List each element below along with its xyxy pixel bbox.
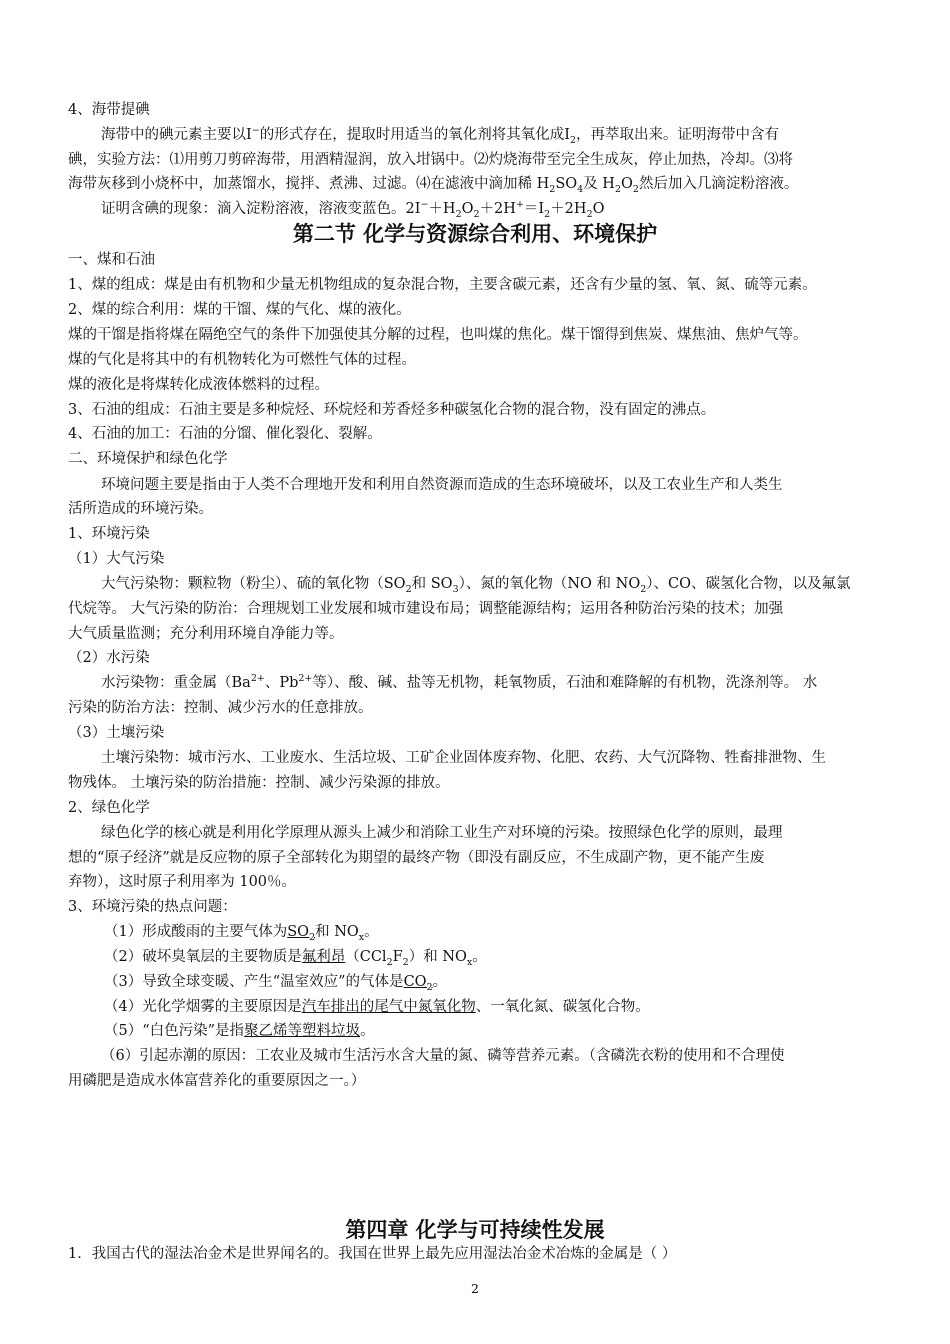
question-line: 1．我国古代的湿法冶金术是世界闻名的。我国在世界上最先应用湿法冶金术冶炼的金属是（ ） [68,1246,677,1262]
subheading-pollution: 1、环境污染 [68,526,150,542]
paragraph-line: 煤的气化是将其中的有机物转化为可燃性气体的过程。 [68,352,416,368]
paragraph-line: 煤的干馏是指将煤在隔绝空气的条件下加强使其分解的过程，也叫煤的焦化。煤干馏得到焦炭、煤焦油、焦炉气等。 [68,327,808,343]
paragraph-line: 土壤污染物：城市污水、工业废水、生活垃圾、工矿企业固体废弃物、化肥、农药、大气沉降物、牲畜排泄物、生 [101,750,826,766]
paragraph-line: 2、煤的综合利用：煤的干馏、煤的气化、煤的液化。 [68,302,411,318]
paragraph-line: 水污染物：重金属（$Ba^{2+}$、$Pb^{2+}$等）、酸、碱、盐等无机物，耗氧物质，石油和难降解的有机物，洗涤剂等。 水 [101,673,818,691]
list-item: （4）光化学烟雾的主要原因是汽车排出的尾气中氮氧化物、一氧化氮、碳氢化合物。 [104,999,650,1015]
subheading-environment: 二、环境保护和绿色化学 [68,451,228,467]
paragraph-line: 碘，实验方法：⑴用剪刀剪碎海带，用酒精湿润，放入坩锅中。⑵灼烧海带至完全生成灰，停止加热，冷却。⑶将 [68,152,793,168]
subheading-air: （1）大气污染 [68,551,165,567]
paragraph-line: 煤的液化是将煤转化成液体燃料的过程。 [68,377,329,393]
paragraph-line: 1、煤的组成：煤是由有机物和少量无机物组成的复杂混合物，主要含碳元素，还含有少量的氢、氧、氮、硫等元素。 [68,277,817,293]
chapter-title: 第四章 化学与可持续性发展 [345,1218,605,1242]
paragraph-line: 污染的防治方法：控制、减少污水的任意排放。 [68,700,373,716]
paragraph-line: 绿色化学的核心就是利用化学原理从源头上减少和消除工业生产对环境的污染。按照绿色化学的原则，最理 [101,825,783,841]
paragraph-line: 大气污染物：颗粒物（粉尘）、硫的氧化物（$SO_2$和 $SO_3$）、氮的氧化物（NO 和 $NO_2$）、CO、碳氢化合物，以及氟氯 [101,576,851,595]
iodine-equation-line: 证明含碘的现象：滴入淀粉溶液，溶液变蓝色。$2I^-+H_2O_2+2H^+=I_2+2H_2O$ [101,199,605,220]
subheading-water: （2）水污染 [68,650,150,666]
list-item: （1）形成酸雨的主要气体为$SO_2$和 $NO_x$。 [104,924,379,943]
paragraph-line: 4、石油的加工：石油的分馏、催化裂化、裂解。 [68,426,382,442]
list-item: （2）破坏臭氧层的主要物质是氟利昂$(CCl_2F_2)$和 $NO_x$。 [104,949,487,968]
paragraph-line: 用磷肥是造成水体富营养化的重要原因之一。） [68,1073,366,1089]
paragraph-line: 活所造成的环境污染。 [68,501,213,517]
paragraph-line: 想的“原子经济”就是反应物的原子全部转化为期望的最终产物（即没有副反应，不生成副产物，更不能产生废 [68,850,765,866]
heading-kelp-iodine: 4、海带提碘 [68,102,150,118]
list-item: （3）导致全球变暖、产生“温室效应”的气体是$CO_2$。 [104,974,448,993]
paragraph-line: 环境问题主要是指由于人类不合理地开发和利用自然资源而造成的生态环境破坏，以及工农业生产和人类生 [101,477,783,493]
list-item: （6）引起赤潮的原因：工农业及城市生活污水含大量的氮、磷等营养元素。（含磷洗衣粉的使用和不合理使 [101,1048,785,1064]
paragraph-line: 3、石油的组成：石油主要是多种烷烃、环烷烃和芳香烃多种碳氢化合物的混合物，没有固定的沸点。 [68,402,716,418]
section-title: 第二节 化学与资源综合利用、环境保护 [292,222,658,246]
paragraph-line: 海带灰移到小烧杯中，加蒸馏水，搅拌、煮沸、过滤。⑷在滤液中滴加稀 $H_2SO_4$及 $H_2O_2$然后加入几滴淀粉溶液。 [68,176,799,195]
subheading-green-chemistry: 2、绿色化学 [68,800,150,816]
subheading-soil: （3）土壤污染 [68,725,165,741]
paragraph-line: 大气质量监测；充分利用环境自净能力等。 [68,626,344,642]
paragraph-line: 弃物），这时原子利用率为 100％。 [68,874,297,890]
paragraph-line: 物残体。 土壤污染的防治措施：控制、减少污染源的排放。 [68,775,450,791]
page-number: 2 [471,1281,479,1296]
paragraph-line: 海带中的碘元素主要以I−的形式存在，提取时用适当的氧化剂将其氧化成$I_2$，再萃取出来。证明海带中含有 [101,125,779,146]
paragraph-line: 代烷等。 大气污染的防治：合理规划工业发展和城市建设布局；调整能源结构；运用各种防治污染的技术；加强 [68,601,784,617]
subheading-hot-issues: 3、环境污染的热点问题： [68,899,237,915]
subheading-coal-oil: 一、煤和石油 [68,252,155,268]
list-item: （5）“白色污染”是指聚乙烯等塑料垃圾。 [104,1023,375,1039]
